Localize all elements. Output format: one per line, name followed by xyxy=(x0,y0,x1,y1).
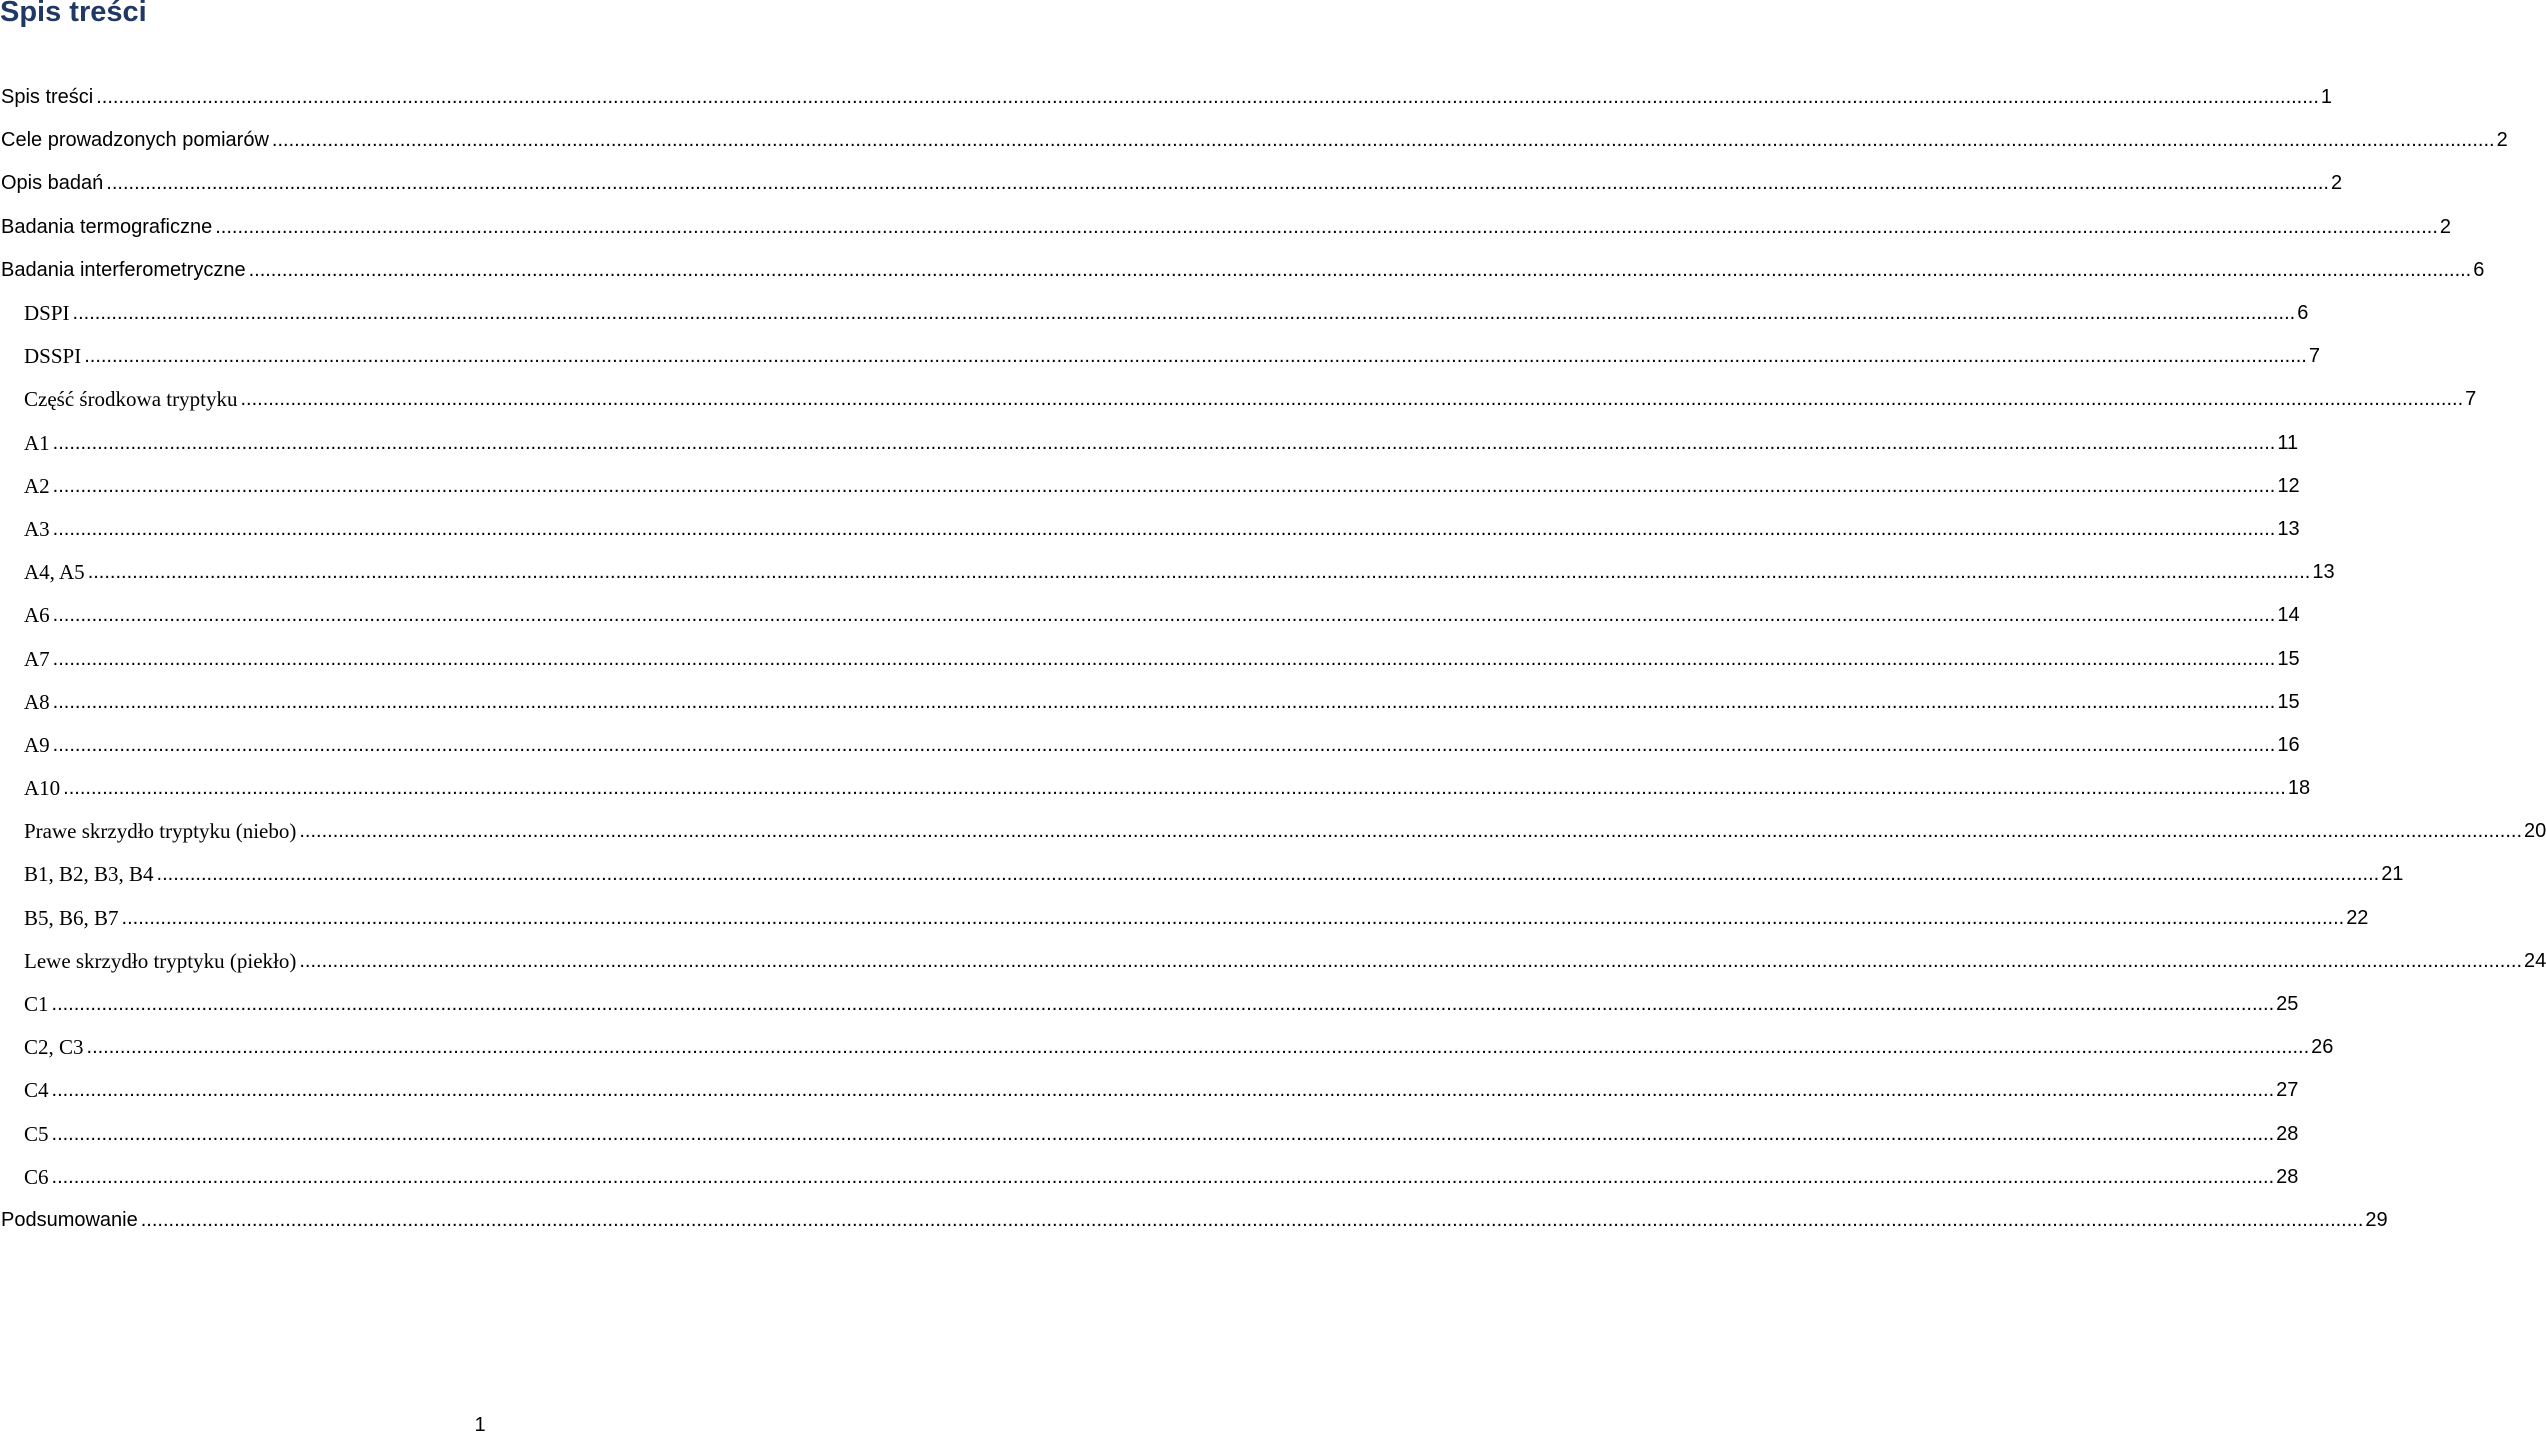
toc-entry[interactable] xyxy=(0,1156,2299,1199)
toc-dot-leader: ................................................................................................................................................................................................................................................................................................................................................................................................................ xyxy=(271,129,2495,152)
toc-entry[interactable] xyxy=(0,76,2333,119)
toc-entry-page[interactable]: 26 xyxy=(2311,1036,2334,1059)
toc-entry-page[interactable]: 18 xyxy=(2287,777,2311,800)
toc-dot-leader: ................................................................................................................................................................................................................................................................................................................................................................................................................ xyxy=(52,517,2276,540)
toc-dot-leader: ................................................................................................................................................................................................................................................................................................................................................................................................................ xyxy=(248,258,2472,281)
toc-entry-title[interactable]: A8 xyxy=(24,689,50,714)
toc-dot-leader: ................................................................................................................................................................................................................................................................................................................................................................................................................ xyxy=(96,86,2319,109)
toc-dot-leader: ................................................................................................................................................................................................................................................................................................................................................................................................................ xyxy=(121,906,2345,929)
toc-entry[interactable] xyxy=(0,119,2508,162)
toc-dot-leader: ................................................................................................................................................................................................................................................................................................................................................................................................................ xyxy=(52,733,2276,756)
toc-dot-leader: ................................................................................................................................................................................................................................................................................................................................................................................................................ xyxy=(84,345,2307,368)
toc-entry[interactable] xyxy=(0,983,2299,1026)
toc-entry-title[interactable]: C2, C3 xyxy=(24,1035,84,1060)
table-of-contents xyxy=(0,76,2546,1242)
toc-dot-leader: ................................................................................................................................................................................................................................................................................................................................................................................................................ xyxy=(86,1036,2310,1059)
toc-entry-page[interactable]: 2 xyxy=(2439,215,2452,238)
toc-entry-title[interactable]: Badania interferometryczne xyxy=(1,258,246,281)
toc-dot-leader: ................................................................................................................................................................................................................................................................................................................................................................................................................ xyxy=(215,215,2438,238)
toc-entry-title[interactable]: Część środkowa tryptyku xyxy=(24,387,238,412)
toc-entry[interactable] xyxy=(0,594,2300,637)
toc-entry-title[interactable]: Spis treści xyxy=(1,86,94,109)
toc-dot-leader: ................................................................................................................................................................................................................................................................................................................................................................................................................ xyxy=(299,949,2522,972)
toc-dot-leader: ................................................................................................................................................................................................................................................................................................................................................................................................................ xyxy=(63,777,2286,800)
toc-entry-title[interactable]: Badania termograficzne xyxy=(1,215,213,238)
toc-entry[interactable] xyxy=(0,853,2404,896)
toc-dot-leader: ................................................................................................................................................................................................................................................................................................................................................................................................................ xyxy=(156,863,2380,886)
toc-entry-title[interactable]: A10 xyxy=(24,776,61,801)
toc-entry-page[interactable]: 2 xyxy=(2330,172,2343,195)
toc-dot-leader: ................................................................................................................................................................................................................................................................................................................................................................................................................ xyxy=(240,388,2464,411)
toc-entry-page[interactable]: 24 xyxy=(2524,949,2546,972)
toc-entry[interactable] xyxy=(0,767,2311,810)
toc-dot-leader: ................................................................................................................................................................................................................................................................................................................................................................................................................ xyxy=(51,993,2275,1016)
toc-dot-leader: ................................................................................................................................................................................................................................................................................................................................................................................................................ xyxy=(87,561,2311,584)
toc-entry-page[interactable]: 7 xyxy=(2465,388,2477,411)
toc-entry-title[interactable]: A1 xyxy=(24,430,50,455)
toc-entry-page[interactable]: 12 xyxy=(2277,474,2300,497)
page-title: Spis treści xyxy=(0,0,147,28)
toc-dot-leader: ................................................................................................................................................................................................................................................................................................................................................................................................................ xyxy=(72,302,2296,325)
toc-entry-title[interactable]: Prawe skrzydło tryptyku (niebo) xyxy=(24,819,297,844)
toc-entry-title[interactable]: B5, B6, B7 xyxy=(24,905,119,930)
toc-entry-title[interactable]: A4, A5 xyxy=(24,560,85,585)
toc-entry[interactable] xyxy=(0,940,2546,983)
toc-dot-leader: ................................................................................................................................................................................................................................................................................................................................................................................................................ xyxy=(51,1165,2275,1188)
toc-entry-page[interactable]: 22 xyxy=(2346,906,2369,929)
toc-entry-page[interactable]: 15 xyxy=(2277,690,2300,713)
toc-entry[interactable] xyxy=(0,508,2300,551)
toc-entry[interactable] xyxy=(0,292,2309,335)
toc-dot-leader: ................................................................................................................................................................................................................................................................................................................................................................................................................ xyxy=(52,474,2276,497)
toc-entry-title[interactable]: C5 xyxy=(24,1121,49,1146)
toc-entry-page[interactable]: 1 xyxy=(2320,86,2333,109)
toc-entry-page[interactable]: 6 xyxy=(2473,258,2485,281)
toc-entry-page[interactable]: 21 xyxy=(2381,863,2404,886)
toc-entry[interactable] xyxy=(0,162,2343,205)
toc-entry-page[interactable]: 27 xyxy=(2276,1079,2299,1102)
toc-entry-title[interactable]: A7 xyxy=(24,646,50,671)
toc-entry-page[interactable]: 29 xyxy=(2365,1208,2388,1231)
page-number: 1 xyxy=(474,1414,486,1436)
toc-entry-page[interactable]: 16 xyxy=(2277,733,2300,756)
toc-entry-page[interactable]: 13 xyxy=(2312,561,2335,584)
toc-entry[interactable] xyxy=(0,551,2335,594)
toc-dot-leader: ................................................................................................................................................................................................................................................................................................................................................................................................................ xyxy=(140,1208,2364,1231)
toc-dot-leader: ................................................................................................................................................................................................................................................................................................................................................................................................................ xyxy=(52,690,2276,713)
toc-entry-title[interactable]: Podsumowanie xyxy=(1,1208,138,1231)
toc-dot-leader: ................................................................................................................................................................................................................................................................................................................................................................................................................ xyxy=(51,1079,2275,1102)
toc-entry-page[interactable]: 28 xyxy=(2276,1122,2299,1145)
toc-entry[interactable] xyxy=(0,1069,2299,1112)
toc-entry[interactable] xyxy=(0,335,2320,378)
toc-entry-page[interactable]: 2 xyxy=(2496,129,2508,152)
toc-entry-title[interactable]: A6 xyxy=(24,603,50,628)
toc-entry-title[interactable]: Cele prowadzonych pomiarów xyxy=(1,129,269,152)
toc-entry-page[interactable]: 20 xyxy=(2524,820,2546,843)
toc-entry[interactable] xyxy=(0,637,2300,680)
toc-entry-page[interactable]: 25 xyxy=(2276,993,2299,1016)
toc-entry-title[interactable]: A3 xyxy=(24,516,50,541)
toc-entry-title[interactable]: Opis badań xyxy=(1,172,104,195)
toc-entry[interactable] xyxy=(0,1199,2388,1242)
toc-dot-leader: ................................................................................................................................................................................................................................................................................................................................................................................................................ xyxy=(106,172,2329,195)
toc-entry[interactable] xyxy=(0,206,2452,249)
toc-entry-title[interactable]: A2 xyxy=(24,473,50,498)
toc-entry-title[interactable]: C1 xyxy=(24,992,49,1017)
toc-entry-page[interactable]: 28 xyxy=(2276,1165,2299,1188)
toc-entry[interactable] xyxy=(0,681,2300,724)
toc-entry[interactable] xyxy=(0,249,2485,292)
toc-entry-page[interactable]: 14 xyxy=(2277,604,2300,627)
toc-dot-leader: ................................................................................................................................................................................................................................................................................................................................................................................................................ xyxy=(52,604,2276,627)
toc-entry[interactable] xyxy=(0,465,2300,508)
toc-entry-title[interactable]: B1, B2, B3, B4 xyxy=(24,862,154,887)
toc-dot-leader: ................................................................................................................................................................................................................................................................................................................................................................................................................ xyxy=(52,431,2276,454)
toc-entry-title[interactable]: Lewe skrzydło tryptyku (piekło) xyxy=(24,948,297,973)
toc-entry-page[interactable]: 7 xyxy=(2308,345,2320,368)
toc-entry-title[interactable]: DSPI xyxy=(24,301,70,326)
toc-entry[interactable] xyxy=(0,1113,2299,1156)
toc-entry[interactable] xyxy=(0,724,2300,767)
toc-entry-page[interactable]: 11 xyxy=(2277,431,2299,454)
toc-entry-page[interactable]: 6 xyxy=(2297,302,2309,325)
toc-entry[interactable] xyxy=(0,810,2546,853)
toc-entry-page[interactable]: 15 xyxy=(2277,647,2300,670)
toc-dot-leader: ................................................................................................................................................................................................................................................................................................................................................................................................................ xyxy=(51,1122,2275,1145)
toc-entry-page[interactable]: 13 xyxy=(2277,517,2300,540)
toc-dot-leader: ................................................................................................................................................................................................................................................................................................................................................................................................................ xyxy=(52,647,2276,670)
toc-entry-title[interactable]: A9 xyxy=(24,732,50,757)
toc-entry-title[interactable]: C6 xyxy=(24,1164,49,1189)
toc-dot-leader: ................................................................................................................................................................................................................................................................................................................................................................................................................ xyxy=(299,820,2523,843)
toc-entry-title[interactable]: DSSPI xyxy=(24,344,82,369)
toc-entry[interactable] xyxy=(0,422,2299,465)
toc-entry[interactable] xyxy=(0,378,2477,421)
toc-entry[interactable] xyxy=(0,1026,2334,1069)
toc-entry[interactable] xyxy=(0,897,2369,940)
toc-entry-title[interactable]: C4 xyxy=(24,1078,49,1103)
